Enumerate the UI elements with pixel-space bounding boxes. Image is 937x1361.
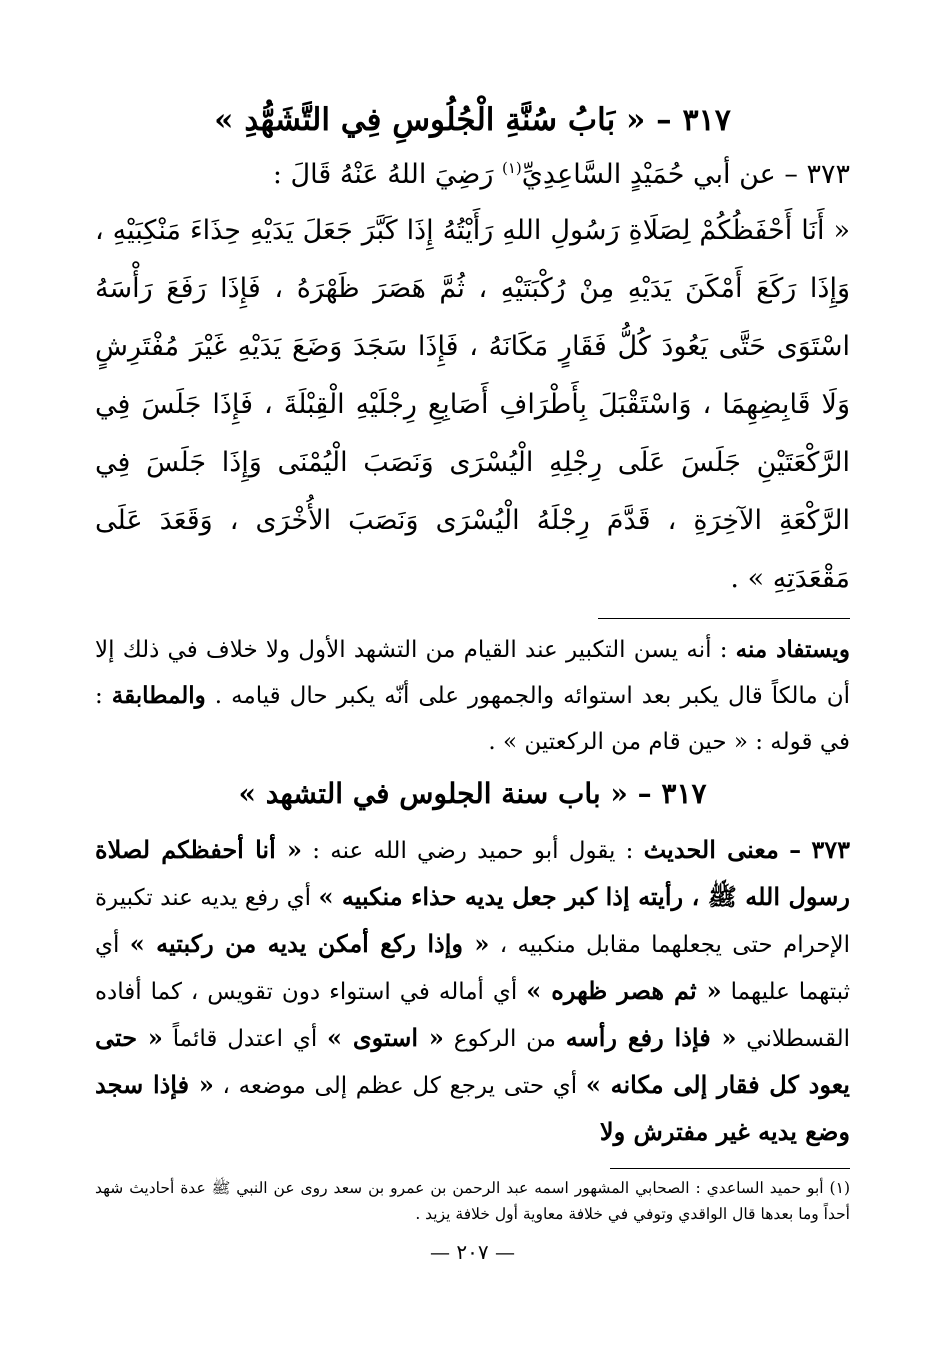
chapter-heading-bottom [95, 771, 850, 817]
chapter-close-quote: » [238, 777, 256, 810]
meaning-intro-text: : يقول أبو حميد رضي الله عنه : [302, 838, 644, 864]
chapter-number: ٣١٧ [661, 777, 707, 810]
meaning-label: معنى الحديث [643, 835, 779, 864]
meaning-quote: « استوى » [327, 1023, 444, 1052]
footnote-divider [610, 1168, 850, 1169]
hadith-number: ٣٧٣ [806, 159, 850, 190]
meaning-quote: « وإذا ركع أمكن يديه من ركبتيه » [129, 929, 490, 958]
benefit-label: ويستفاد منه [735, 636, 850, 663]
chapter-dash: – [656, 102, 672, 138]
meaning-quote: « حتى يعود كل فقار إلى مكانه » [95, 1023, 850, 1099]
benefit-text: : أنه يسن التكبير عند القيام من التشهد الأول ولا خلاف في ذلك إلا أن مالكاً قال يكبر بعد استوائه والجمهور على أنّه يكبر حال قيامه . [95, 637, 851, 709]
chapter-title: باب سنة الجلوس في التشهد [265, 777, 601, 810]
meaning-number: ٣٧٣ [811, 835, 851, 864]
benefit-paragraph [95, 627, 850, 765]
meaning-explanation: من الركوع [443, 1026, 566, 1052]
chapter-open-quote: « [626, 102, 646, 138]
meaning-explanation: أي رفع يديه عند تكبيرة الإحرام حتى يجعلهما مقابل منكبيه ، [95, 885, 851, 958]
chapter-heading-top [95, 100, 850, 141]
meaning-quote: « فإذا رفع رأسه [565, 1023, 737, 1052]
footnote-marker: (١) [502, 159, 522, 177]
chapter-close-quote: » [214, 102, 234, 138]
footnote: (١) أبو حميد الساعدي : الصحابي المشهور اسمه عبد الرحمن بن عمرو بن سعد روى عن النبي ﷺ عدة أحاديث شهد أحداً وما بعدها قال الواقدي وتوفي في خلافة معاوية أول خلافة يزيد . [95, 1179, 850, 1223]
hadith-meaning [95, 827, 850, 1156]
meaning-quote: « فإذا سجد وضع يديه غير مفترش ولا [95, 1070, 850, 1146]
page [95, 100, 850, 1267]
meaning-dash: – [789, 835, 802, 864]
match-text: : في قوله : « حين قام من الركعتين » . [95, 683, 850, 755]
chapter-dash: – [637, 777, 652, 810]
match-label: والمطابقة [111, 682, 206, 709]
section-divider [598, 618, 850, 619]
chapter-title: بَابُ سُنَّةِ الْجُلُوسِ فِي التَّشَهُّدِ [244, 102, 616, 138]
chapter-number: ٣١٧ [682, 103, 731, 138]
meaning-quote: « أنا أحفظكم لصلاة رسول الله ﷺ ، رأيته إذا كبر جعل يديه حذاء منكبيه » [95, 835, 850, 911]
meaning-explanation: أي اعتدل قائماً [162, 1026, 328, 1052]
meaning-explanation: أي ثبتهما عليهما [95, 932, 850, 1005]
hadith-narrator-end: رَضِيَ اللهُ عَنْهُ قَالَ : [272, 159, 494, 190]
chapter-open-quote: « [610, 777, 628, 810]
hadith-narrator: عن أبي حُمَيْدٍ السَّاعِدِيِّ [521, 159, 776, 190]
page-number: — ٢٠٧ — [430, 1240, 515, 1264]
meaning-explanation: أي حتى يرجع كل عظم إلى موضعه ، [213, 1073, 586, 1099]
hadith-narration [95, 141, 850, 202]
meaning-explanation: أي أماله في استواء دون تقويس ، كما أفاده القسطلاني [95, 979, 851, 1052]
hadith-text: « أَنَا أَحْفَظُكُمْ لِصَلَاةِ رَسُولِ اللهِ رَأَيْتُهُ إِذَا كَبَّرَ جَعَلَ يَدَيْهِ حِذَاءَ مَنْكِبَيْهِ ، وَإِذَا رَكَعَ أَمْكَنَ يَدَيْهِ مِنْ رُكْبَتَيْهِ ، ثُمَّ هَصَرَ ظَهْرَهُ ، فَإِذَا رَفَعَ رَأْسَهُ اسْتَوَى حَتَّى يَعُودَ كُلُّ فَقَارٍ مَكَانَهُ ، فَإِذَا سَجَدَ وَضَعَ يَدَيْهِ غَيْرَ مُفْتَرِشٍ وَلَا قَابِضِهِمَا ، وَاسْتَقْبَلَ بِأَطْرَافِ أَصَابِعِ رِجْلَيْهِ الْقِبْلَةَ ، فَإِذَا جَلَسَ فِي الرَّكْعَتَيْنِ جَلَسَ عَلَى رِجْلِهِ الْيُسْرَى وَنَصَبَ الْيُمْنَى وَإِذَا جَلَسَ فِي الرَّكْعَةِ الآخِرَةِ ، قَدَّمَ رِجْلَهُ الْيُسْرَى وَنَصَبَ الأُخْرَى ، وَقَعَدَ عَلَى مَقْعَدَتِهِ » . [95, 215, 850, 594]
hadith-dash: – [784, 159, 798, 190]
meaning-quote: « ثم هصر ظهره » [526, 976, 722, 1005]
